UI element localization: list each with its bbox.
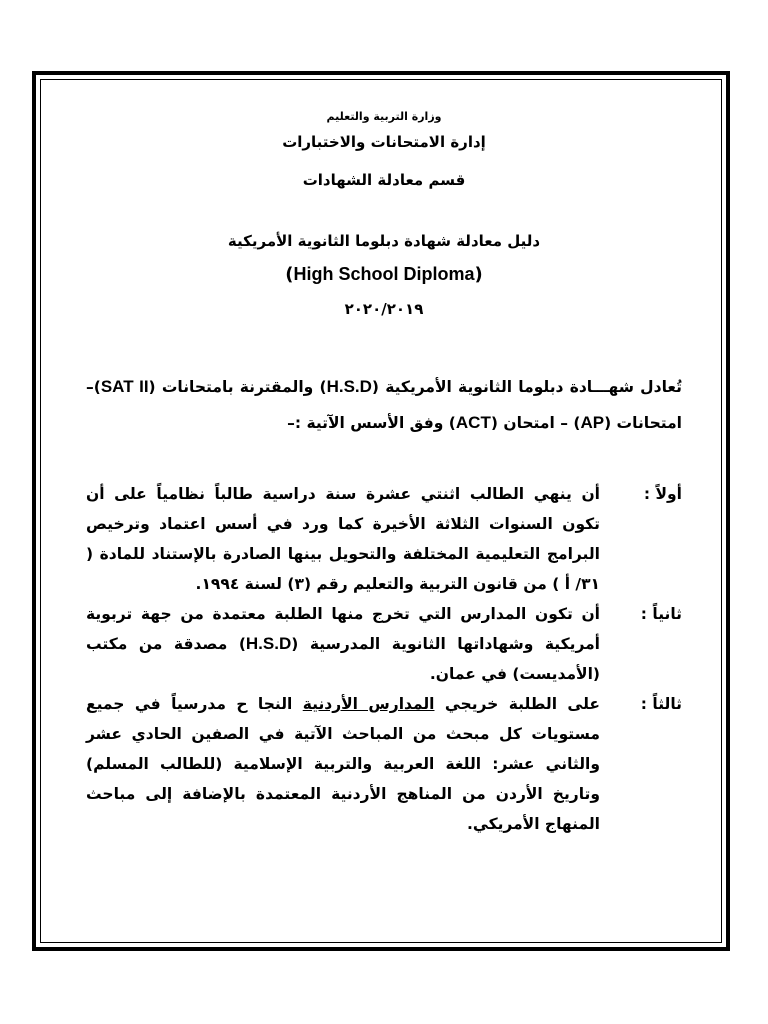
list-item-third: [86, 689, 682, 839]
item-label: ثانياً :: [640, 605, 682, 623]
intro-text-2: ) والمقترنة بامتحانات (: [148, 378, 327, 396]
intro-paragraph: [86, 369, 682, 441]
english-title: [86, 262, 682, 287]
intro-act: ACT: [455, 413, 491, 432]
intro-text-5: ) وفق الأسس الآتية :–: [287, 414, 456, 432]
intro-text-1: تُعادل شهـــادة دبلوما الثانوية الأمريكية (: [371, 378, 682, 396]
item-label: ثالثاً :: [640, 695, 682, 713]
english-title-close: ): [474, 264, 483, 285]
item-label: أولاً :: [643, 485, 682, 503]
item-text: أن ينهي الطالب اثنتي عشرة سنة دراسية طالباً نظامياً على أن تكون السنوات الثلاثة الأخيرة كما ورد في أسس اعتماد وترخيص البرامج التعليمية المختلفة والتحويل بينها الصادرة بالإستناد للمادة ( ٣١/ أ ) من قانون التربية والتعليم رقم (٣) لسنة ١٩٩٤.: [86, 485, 600, 593]
item-underlined-text: المدارس الأردنية: [302, 695, 435, 713]
item-hsd: H.S.D: [245, 634, 292, 653]
guide-title: دليل معادلة شهادة دبلوما الثانوية الأمريكية: [227, 232, 541, 250]
intro-text-3: )– امتحانات (: [86, 378, 682, 432]
intro-text-4: ) – امتحان (: [490, 414, 581, 432]
document-content: [86, 108, 682, 839]
list-item-second: [86, 599, 682, 689]
english-title-open: (: [285, 264, 294, 285]
intro-sat: SAT II: [100, 377, 149, 396]
department-name: إدارة الامتحانات والاختبارات: [282, 133, 486, 151]
item-text-before: على الطلبة خريجي: [434, 695, 601, 713]
ministry-name: وزارة التربية والتعليم: [326, 110, 442, 123]
intro-ap: AP: [580, 413, 605, 432]
academic-years: ٢٠٢٠/٢٠١٩: [344, 300, 424, 318]
item-text-after: ) مصدقة من مكتب (الأمديست) في عمان.: [86, 635, 600, 683]
section-name: قسم معادلة الشهادات: [302, 171, 466, 189]
item-text-after: النجا ح مدرسياً في جميع مستويات كل مبحث من المباحث الآتية في الصفين الحادي عشر والثاني عشر: اللغة العربية والتربية الإسلامية (للطالب المسلم) وتاريخ الأردن من المناهج الأردنية المعتمدة بالإضافة إلى مباحث المنهاج الأمريكي.: [86, 695, 600, 833]
intro-hsd: H.S.D: [326, 377, 372, 396]
item-text-before: أن تكون المدارس التي تخرج منها الطلبة معتمدة من جهة تربوية أمريكية وشهاداتها الثانوية المدرسية (: [86, 605, 600, 653]
english-title-text: High School Diploma: [293, 264, 475, 284]
list-item-first: [86, 479, 682, 599]
